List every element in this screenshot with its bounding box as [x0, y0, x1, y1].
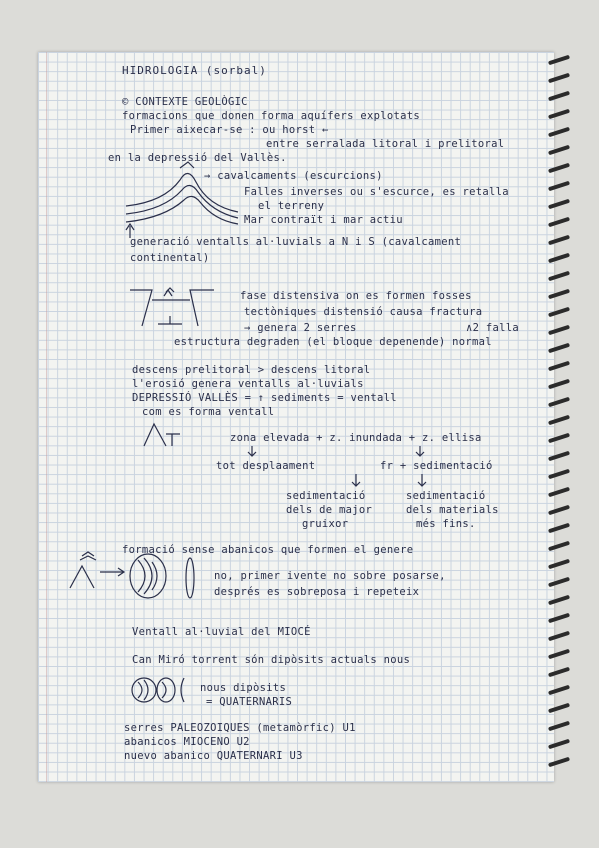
- note-line: generació ventalls al·luvials a N i S (cavalcament: [130, 236, 462, 248]
- alluvial-fan-sketch: [66, 548, 206, 608]
- fan-profile-sketch: [142, 420, 222, 450]
- note-line: en la depressió del Vallès.: [108, 152, 287, 164]
- note-line: Can Miró torrent són dipòsits actuals nous: [132, 654, 411, 666]
- note-line: dels de major: [286, 504, 373, 516]
- note-line: gruixor: [302, 518, 349, 530]
- fan-symbols-sketch: [130, 676, 200, 706]
- note-line: com es forma ventall: [142, 406, 275, 418]
- page-title: HIDROLOGIA (sorbal): [122, 64, 267, 77]
- note-line: DEPRESSIÓ VALLÈS = ↑ sediments = ventall: [132, 392, 397, 404]
- note-line: Falles inverses ou s'escurce, es retalla: [244, 186, 509, 198]
- note-line: Primer aixecar-se : ou horst ←: [130, 124, 329, 136]
- note-line: nuevo abanico QUATERNARI U3: [124, 750, 303, 762]
- note-line: no, primer ivente no sobre posarse,: [214, 570, 446, 582]
- note-line: → cavalcaments (escurcions): [204, 170, 383, 182]
- note-line: més fins.: [416, 518, 476, 530]
- note-line: → genera 2 serres: [244, 322, 357, 334]
- note-line: abanicos MIOCENO U2: [124, 736, 250, 748]
- thrust-fold-sketch: [124, 160, 244, 240]
- graben-sketch: [128, 286, 218, 334]
- arrows-sketch: [246, 444, 446, 492]
- note-line: després es sobreposa i repeteix: [214, 586, 420, 598]
- note-line: continental): [130, 252, 210, 264]
- note-line: formació sense abanicos que formen el genere: [122, 544, 414, 556]
- note-line: serres PALEOZOIQUES (metamòrfic) U1: [124, 722, 356, 734]
- note-line: fr + sedimentació: [380, 460, 493, 472]
- note-line: fase distensiva on es formen fosses: [240, 290, 472, 302]
- note-line: el terreny: [258, 200, 325, 212]
- note-line: l'erosió genera ventalls al·luvials: [132, 378, 364, 390]
- note-line: descens prelitoral > descens litoral: [132, 364, 371, 376]
- spiral-binding: [544, 58, 574, 778]
- note-line: Mar contraït i mar actiu: [244, 214, 403, 226]
- note-line: formacions que donen forma aquífers explotats: [122, 110, 420, 122]
- note-line: sedimentació: [406, 490, 486, 502]
- note-line: = QUATERNARIS: [206, 696, 293, 708]
- note-line: zona elevada + z. inundada + z. ellisa: [230, 432, 482, 444]
- note-line: sedimentació: [286, 490, 366, 502]
- note-line: tot desplaament: [216, 460, 316, 472]
- note-line: dels materials: [406, 504, 499, 516]
- note-line: estructura degraden (el bloque depenende) normal: [174, 336, 492, 348]
- note-line: nous dipòsits: [200, 682, 287, 694]
- note-line: ∧2 falla: [466, 322, 519, 334]
- section-heading: © CONTEXTE GEOLÒGIC: [122, 96, 248, 108]
- note-line: tectòniques distensió causa fractura: [244, 306, 483, 318]
- note-line: Ventall al·luvial del MIOCÉ: [132, 626, 311, 638]
- note-line: entre serralada litoral i prelitoral: [266, 138, 505, 150]
- margin-line: [46, 52, 47, 782]
